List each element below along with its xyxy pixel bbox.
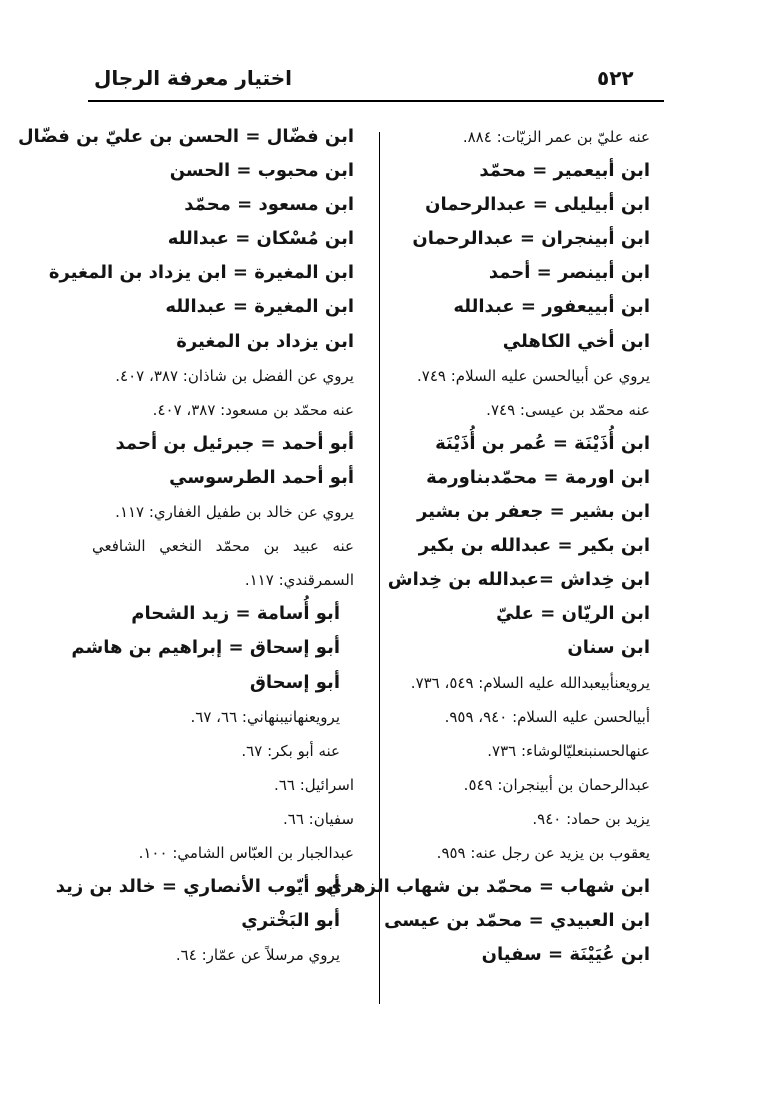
index-reference: عنه عليّ بن عمر الزيّات: ٨٨٤. [462,128,650,146]
index-heading: ابن سنان [567,637,650,659]
index-reference: عبدالرحمان بن أبينجران: ٥٤٩. [463,775,650,794]
right-column [325,120,650,972]
index-heading: ابن محبوب = الحسن [169,160,354,182]
index-heading: ابن أخي الكاهلي [502,330,650,352]
header-rule [88,100,664,102]
page-number: ٥٢٢ [597,66,634,90]
index-heading: ابن يزداد بن المغيرة [176,330,354,352]
index-reference: يروي عن خالد بن طفيل الغفاري: ١١٧. [115,503,354,522]
index-reference: السمرقندي: ١١٧. [244,571,354,590]
index-heading: ابن أبيليلى = عبدالرحمان [425,194,650,216]
index-reference: عنهالحسنبنعليّالوشاء: ٧٣٦. [487,741,650,760]
index-heading: ابن خِداش =عبدالله بن خِداش [387,569,650,591]
book-title: اختيار معرفة الرجال [94,66,292,90]
index-reference: يروي عن أبيالحسن عليه السلام: ٧٤٩. [417,366,650,385]
index-reference: عنه محمّد بن عيسى: ٧٤٩. [486,400,650,419]
index-reference: يرويعنأبيعبدالله عليه السلام: ٥٤٩، ٧٣٦. [410,673,650,692]
index-heading: ابن أبينصر = أحمد [488,262,650,284]
index-heading: أبو أحمد الطرسوسي [169,466,354,488]
index-reference: سفيان: ٦٦. [283,809,354,828]
index-heading: ابن مسعود = محمّد [184,194,354,216]
index-reference: يزيد بن حماد: ٩٤٠. [532,809,650,828]
index-heading: ابن عُيَيْنَة = سفيان [481,944,650,966]
index-heading: ابن المغيرة = ابن يزداد بن المغيرة [48,262,354,284]
index-heading: ابن شهاب = محمّد بن شهاب الزهري [325,876,650,898]
index-heading: أبو أيّوب الأنصاري = خالد بن زيد [55,876,340,898]
index-heading: ابن بكير = عبدالله بن بكير [418,535,650,557]
index-reference: عنه محمّد بن مسعود: ٣٨٧، ٤٠٧. [152,400,354,419]
index-heading: أبو إسحاق = إبراهيم بن هاشم [71,637,340,659]
index-reference: يروي عن الفضل بن شاذان: ٣٨٧، ٤٠٧. [115,366,354,385]
index-heading: ابن اورمة = محمّدبناورمة [426,466,650,488]
index-heading: ابن المغيرة = عبدالله [165,296,354,318]
index-heading: ابن مُسْكان = عبدالله [167,228,354,250]
index-heading: ابن الريّان = عليّ [496,603,650,625]
index-heading: أبو أحمد = جبرئيل بن أحمد [115,432,354,454]
index-heading: أبو البَخْتري [241,910,340,932]
index-reference: يعقوب بن يزيد عن رجل عنه: ٩٥٩. [436,843,650,862]
index-heading: ابن أبييعفور = عبدالله [453,296,650,318]
index-reference: يرويعنهانيبنهاني: ٦٦، ٦٧. [190,707,340,726]
index-reference: أبيالحسن عليه السلام: ٩٤٠، ٩٥٩. [444,707,650,726]
index-reference: اسرائيل: ٦٦. [274,775,354,794]
page-header [0,0,760,112]
index-reference: يروي مرسلاً عن عمّار: ٦٤. [175,946,340,965]
index-heading: ابن بشير = جعفر بن بشير [416,501,650,523]
index-reference: عبدالجبار بن العبّاس الشامي: ١٠٠. [138,843,354,862]
index-reference: عنه عبيد بن محمّد النخعي الشافعي [92,537,354,556]
index-heading: أبو أُسامة = زيد الشحام [131,603,340,625]
left-column [17,120,354,972]
index-heading: ابن أُذَيْنَة = عُمر بن أُذَيْنَة [435,432,650,454]
index-heading: أبو إسحاق [249,671,340,693]
index-heading: ابن أبينجران = عبدالرحمان [412,228,650,250]
index-heading: ابن أبيعمير = محمّد [479,160,650,182]
index-heading: ابن العبيدي = محمّد بن عيسى [384,910,650,932]
index-reference: عنه أبو بكر: ٦٧. [241,741,340,760]
index-heading: ابن فضّال = الحسن بن عليّ بن فضّال [17,126,354,147]
